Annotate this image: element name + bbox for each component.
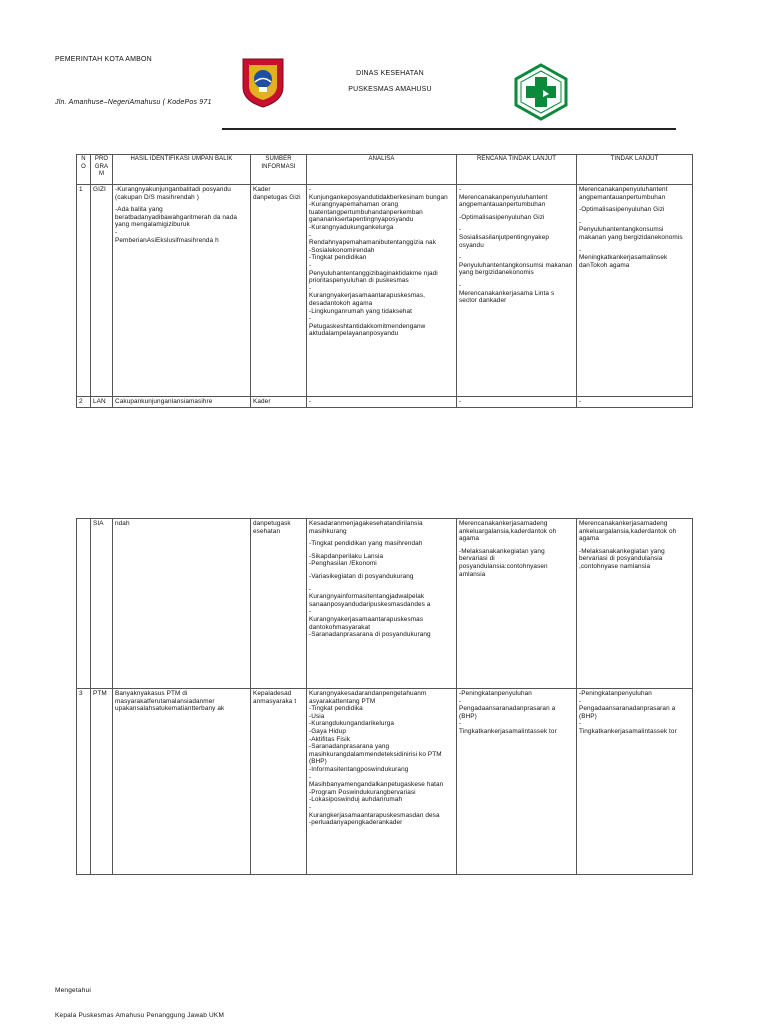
row-tindak: - (577, 397, 693, 408)
row-no (77, 519, 91, 689)
row-rencana: Merencanakankerjasamadeng ankeluargalansia,kaderdantok oh agama -Melaksanakankegiatan yang bervariasi di posyandulansia:contohnyasen amlansia (457, 519, 577, 689)
header-rencana: RENCANA TINDAK LANJUT (457, 155, 577, 185)
header-divider (222, 128, 676, 130)
row-analisa: - Kunjungankeposyandutidakberkesinam bungan -Kurangnyapemahaman orang tuatentangpertumbuhandanperkemban ganananksertapentingnyaposyandu -Kurangnyadukungankelurga - Rendahnyapemahamanibutentanggizia nak -Sosialekonomirendah -Tingkat pendidikan - Penyuluhantentanggizibaginaktidakme njadi prioritaspenyuluhan di puskesmas - Kurangnyakerjasamaantarapuskesmas, desadantokoh agama -Lingkunganrumah yang tidaksehat - Petugaskeshtantidakkomitmendenganw aktudalampelayananposyandu (307, 185, 457, 397)
address-line: Jln. Amanhuse–NegeriAmahusu ( KodePos 971 (55, 99, 212, 106)
row-no: 1 (77, 185, 91, 397)
table-row (77, 689, 693, 875)
signers-line: Kepala Puskesmas Amahusu Penanggung Jawab UKM (55, 1012, 225, 1019)
row-analisa: Kesadaranmenjagakesehatandirilansia masihkurang -Tingkat pendidikan yang masihrendah -Sikapdanperilaku Lansia -Penghasilan /Ekonomi -Variasikegiatan di posyandukurang - Kurangnyainformasitentangjadwalpelak sanaanposyandudaripuskesmasdandes a - Kurangnyakerjasamaantarapuskesmas dantokohmasyarakat -Saranadanprasarana di posyandukurang (307, 519, 457, 689)
row-tindak: -Peningkatanpenyuluhan - Pengadaansaranadanprasaran a (BHP) - Tingkatkankerjasamalintassek tor (577, 689, 693, 875)
row-rencana: -Peningkatanpenyuluhan - Pengadaansaranadanprasaran a (BHP) - Tingkatkankerjasamalintassek tor (457, 689, 577, 875)
row-rencana: - (457, 397, 577, 408)
row-program: SIA (91, 519, 113, 689)
table-header-row (77, 155, 693, 185)
row-hasil: ndah (113, 519, 251, 689)
row-program: GIZI (91, 185, 113, 397)
row-sumber: Kader (251, 397, 307, 408)
header-sumber: SUMBER INFORMASI (251, 155, 307, 185)
table-row (77, 397, 693, 408)
row-analisa: - (307, 397, 457, 408)
puskesmas-title: PUSKESMAS AMAHUSU (348, 86, 432, 93)
row-no: 2 (77, 397, 91, 408)
row-hasil: -Kurangnyakunjunganbalitadi posyandu (cakupan D/S masihrendah ) -Ada balita yang beratbadanyadibawahgaritmerah da nada yang mengalamigiziburuk - PemberianAsiEkslusifmasihrenda h (113, 185, 251, 397)
table-row (77, 185, 693, 397)
row-sumber: Kader danpetugas Gizi (251, 185, 307, 397)
row-hasil: Cakupankunjunganlansiamasihre (113, 397, 251, 408)
row-hasil: Banyaknyakasus PTM di masyarakatferutamalansiadanmer upakansalahsatukematiantterbany ak (113, 689, 251, 875)
health-cross-icon (514, 63, 568, 121)
header-no: N O (77, 155, 91, 185)
header-tindak: TINDAK LANJUT (577, 155, 693, 185)
table-row (77, 519, 693, 689)
header-analisa: ANALISA (307, 155, 457, 185)
government-title: PEMERINTAH KOTA AMBON (55, 56, 152, 63)
kota-ambon-logo (241, 57, 285, 109)
puskesmas-logo (514, 63, 568, 121)
table-feedback-page2 (76, 518, 693, 875)
row-tindak: Merencanakankerjasamadeng ankeluargalansia,kaderdantok oh agama -Melaksanakankegiatan yang bervariasi di posyandulansia ,contohnyase namlansia (577, 519, 693, 689)
table-feedback-page1 (76, 154, 693, 408)
mengetahui-label: Mengetahui (55, 987, 91, 994)
row-rencana: - Merencanakanpenyuluhantent angpemantauanpertumbuhan -Optimalisasipenyuluhan Gizi - Sosialisasilanjutpentingnyakep osyandu - Penyuluhantentangkonsumsi makanan yang bergizidanekonomis - Merencanakankerjasama Linta s sector dankader (457, 185, 577, 397)
row-no: 3 (77, 689, 91, 875)
header-program: PRO GRA M (91, 155, 113, 185)
city-shield-icon (241, 57, 285, 109)
row-sumber: danpetugask esehatan (251, 519, 307, 689)
row-program: LAN (91, 397, 113, 408)
row-analisa: Kurangnyakesadarandanpengetahuanm asyarakattentang PTM -Tingkat pendidika -Usia -Kurangdukungandarikelurga -Gaya Hidup -Aktifitas Fisik -Saranadanprasarana yang masihkurangdalammendeteksidinirisi ko PTM (BHP) -Informasitentangposwindukurang - Masihbanyamengandalkanpetugaskese hatan -Program Poswindukurangbervariasi -Lokasiposwinduj auhdarirumah - Kurangkerjasamaantarapuskesmasdan desa -perluadanyapengkaderankader (307, 689, 457, 875)
row-tindak: Merencanakanpenyuluhantent angpemantauanpertumbuhan -Optimalisasipenyuluhan Gizi - Penyuluhantentangkonsumsi makanan yang bergizidanekonomis - Meningkatkankerjasamalinsek danTokoh agama (577, 185, 693, 397)
row-sumber: Kepaladesad anmasyaraka t (251, 689, 307, 875)
dinas-title: DINAS KESEHATAN (356, 70, 424, 77)
header-hasil: HASIL IDENTIFIKASI UMPAN BALIK (113, 155, 251, 185)
row-program: PTM (91, 689, 113, 875)
